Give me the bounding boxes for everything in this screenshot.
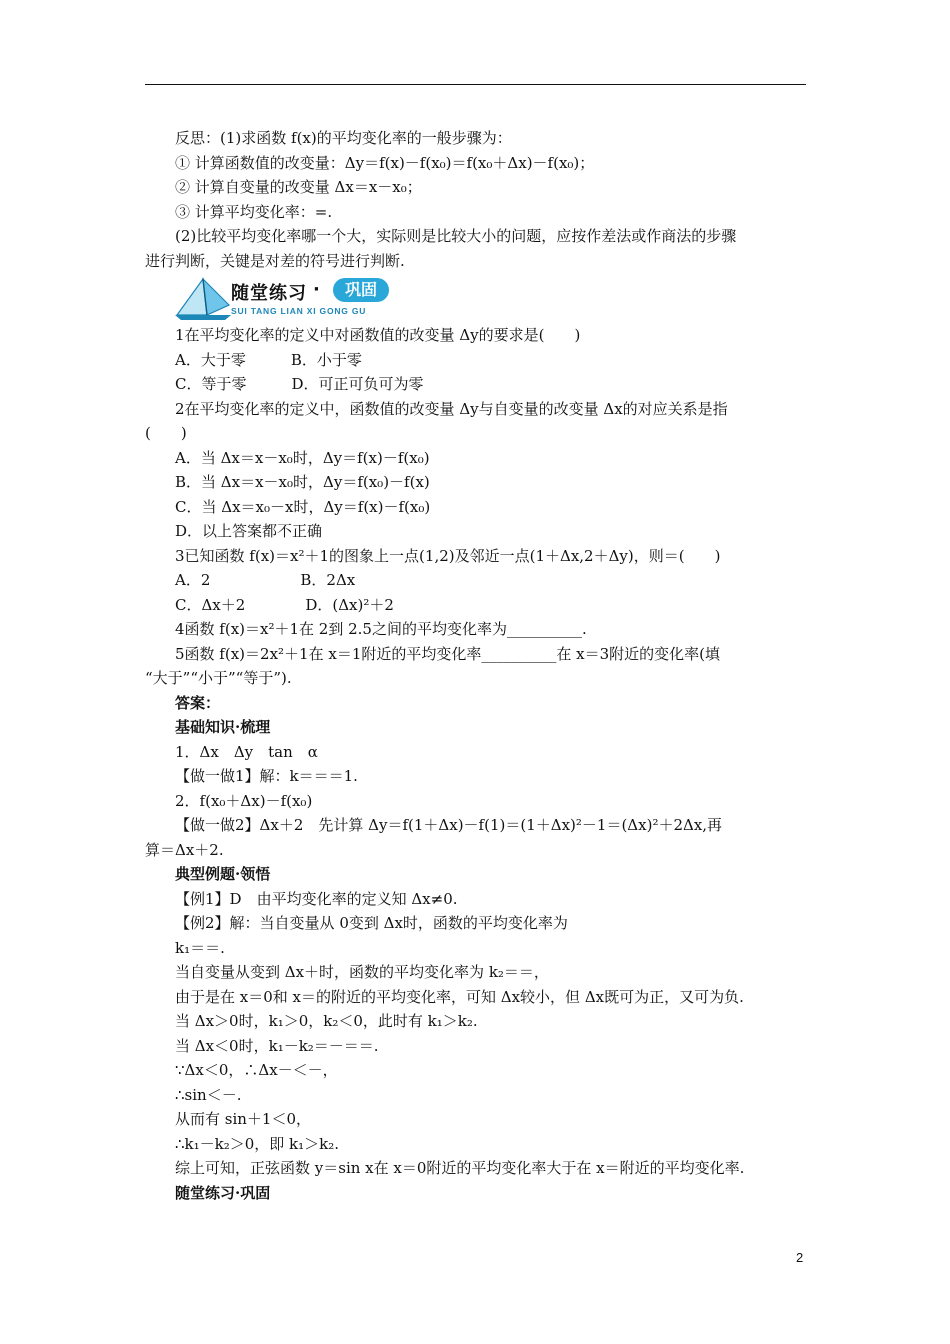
example-2-therefore-sin: ∴sin＜－. xyxy=(175,1085,242,1104)
q1-options-ab: A．大于零 B．小于零 xyxy=(175,350,362,369)
q2-stem: 2在平均变化率的定义中，函数值的改变量 Δy与自变量的改变量 Δx的对应关系是指 xyxy=(175,399,728,418)
example-2-note: 由于是在 x＝0和 x＝的附近的平均变化率，可知 Δx较小，但 Δx既可为正，又可为负. xyxy=(175,987,744,1006)
reflection-2-line-1: (2)比较平均变化率哪一个大，实际则是比较大小的问题，应按作差法或作商法的步骤 xyxy=(175,227,737,245)
q3-options-cd: C．Δx＋2 D．(Δx)²＋2 xyxy=(175,595,394,614)
q5-stem-cont: “大于”“小于”“等于”). xyxy=(145,669,292,687)
header-rule xyxy=(145,84,806,85)
q3-stem: 3已知函数 f(x)＝x²＋1的图象上一点(1,2)及邻近一点(1＋Δx,2＋Δy)，则＝( ) xyxy=(175,546,721,565)
answer-try-2-cont: 算＝Δx＋2. xyxy=(145,840,224,859)
q2-option-d: D．以上答案都不正确 xyxy=(175,522,323,540)
step-1: ① 计算函数值的改变量：Δy＝f(x)－f(x₀)＝f(x₀＋Δx)－f(x₀)； xyxy=(175,153,595,172)
q2-stem-cont: ( ) xyxy=(145,424,187,442)
q2-option-c: C．当 Δx＝x₀－x时，Δy＝f(x)－f(x₀) xyxy=(175,497,431,516)
answer-2: 2．f(x₀＋Δx)－f(x₀) xyxy=(175,791,313,810)
reflection-2-line-2: 进行判断，关键是对差的符号进行判断. xyxy=(145,251,405,270)
example-2-conclusion: 综上可知，正弦函数 y＝sin x在 x＝0附近的平均变化率大于在 x＝附近的平均变化率. xyxy=(175,1159,745,1177)
banner-pill: 巩固 xyxy=(333,278,389,302)
example-2-k2: 当自变量从变到 Δx＋时，函数的平均变化率为 k₂＝＝， xyxy=(175,963,549,981)
answer-try-2: 【做一做2】Δx＋2 先计算 Δy＝f(1＋Δx)－f(1)＝(1＋Δx)²－1＝(Δx)²＋2Δx,再 xyxy=(175,816,723,834)
example-2-result: ∴k₁－k₂＞0，即 k₁＞k₂. xyxy=(175,1134,340,1153)
q2-option-a: A．当 Δx＝x－x₀时，Δy＝f(x)－f(x₀) xyxy=(175,448,430,467)
document-body xyxy=(145,126,807,1205)
example-2-sin-plus-1: 从而有 sin＋1＜0， xyxy=(175,1110,312,1128)
sail-logo-icon xyxy=(173,275,233,321)
answers-heading: 答案： xyxy=(175,693,221,712)
q3-options-ab: A．2 B．2Δx xyxy=(175,571,356,589)
example-2-k1: k₁＝＝. xyxy=(175,938,225,957)
step-3: ③ 计算平均变化率：=. xyxy=(175,202,333,221)
example-2-case-negative: 当 Δx＜0时，k₁－k₂＝－＝＝. xyxy=(175,1036,379,1055)
banner-subtitle: SUI TANG LIAN XI GONG GU xyxy=(231,306,367,316)
answer-try-1: 【做一做1】解：k＝＝＝1. xyxy=(175,767,358,785)
section-practice: 随堂练习·巩固 xyxy=(175,1183,271,1202)
example-2-case-positive: 当 Δx＞0时，k₁＞0，k₂＜0，此时有 k₁＞k₂. xyxy=(175,1012,478,1030)
q1-options-cd: C．等于零 D．可正可负可为零 xyxy=(175,375,424,393)
page-number: 2 xyxy=(796,1250,804,1265)
section-typical-examples: 典型例题·领悟 xyxy=(175,865,271,883)
q5-stem: 5函数 f(x)＝2x²＋1在 x＝1附近的平均变化率__________在 x＝3附近的变化率(填 xyxy=(175,644,720,663)
q1-stem: 1在平均变化率的定义中对函数值的改变量 Δy的要求是( ) xyxy=(175,326,581,344)
banner-dot: · xyxy=(313,279,321,300)
reflection-title: 反思：(1)求函数 f(x)的平均变化率的一般步骤为： xyxy=(175,129,512,147)
example-2-because: ∵Δx＜0，∴Δx－＜－， xyxy=(175,1061,338,1079)
q2-option-b: B．当 Δx＝x－x₀时，Δy＝f(x₀)－f(x) xyxy=(175,473,430,491)
section-basic-knowledge: 基础知识·梳理 xyxy=(175,718,271,736)
section-banner xyxy=(173,275,403,321)
example-2: 【例2】解：当自变量从 0变到 Δx时，函数的平均变化率为 xyxy=(175,914,568,932)
answer-1: 1．Δx Δy tan α xyxy=(175,742,318,761)
example-1: 【例1】D 由平均变化率的定义知 Δx≠0. xyxy=(175,889,458,908)
step-2: ② 计算自变量的改变量 Δx＝x－x₀； xyxy=(175,178,422,196)
q4-stem: 4函数 f(x)＝x²＋1在 2到 2.5之间的平均变化率为__________. xyxy=(175,620,587,638)
banner-title: 随堂练习 xyxy=(231,283,307,304)
